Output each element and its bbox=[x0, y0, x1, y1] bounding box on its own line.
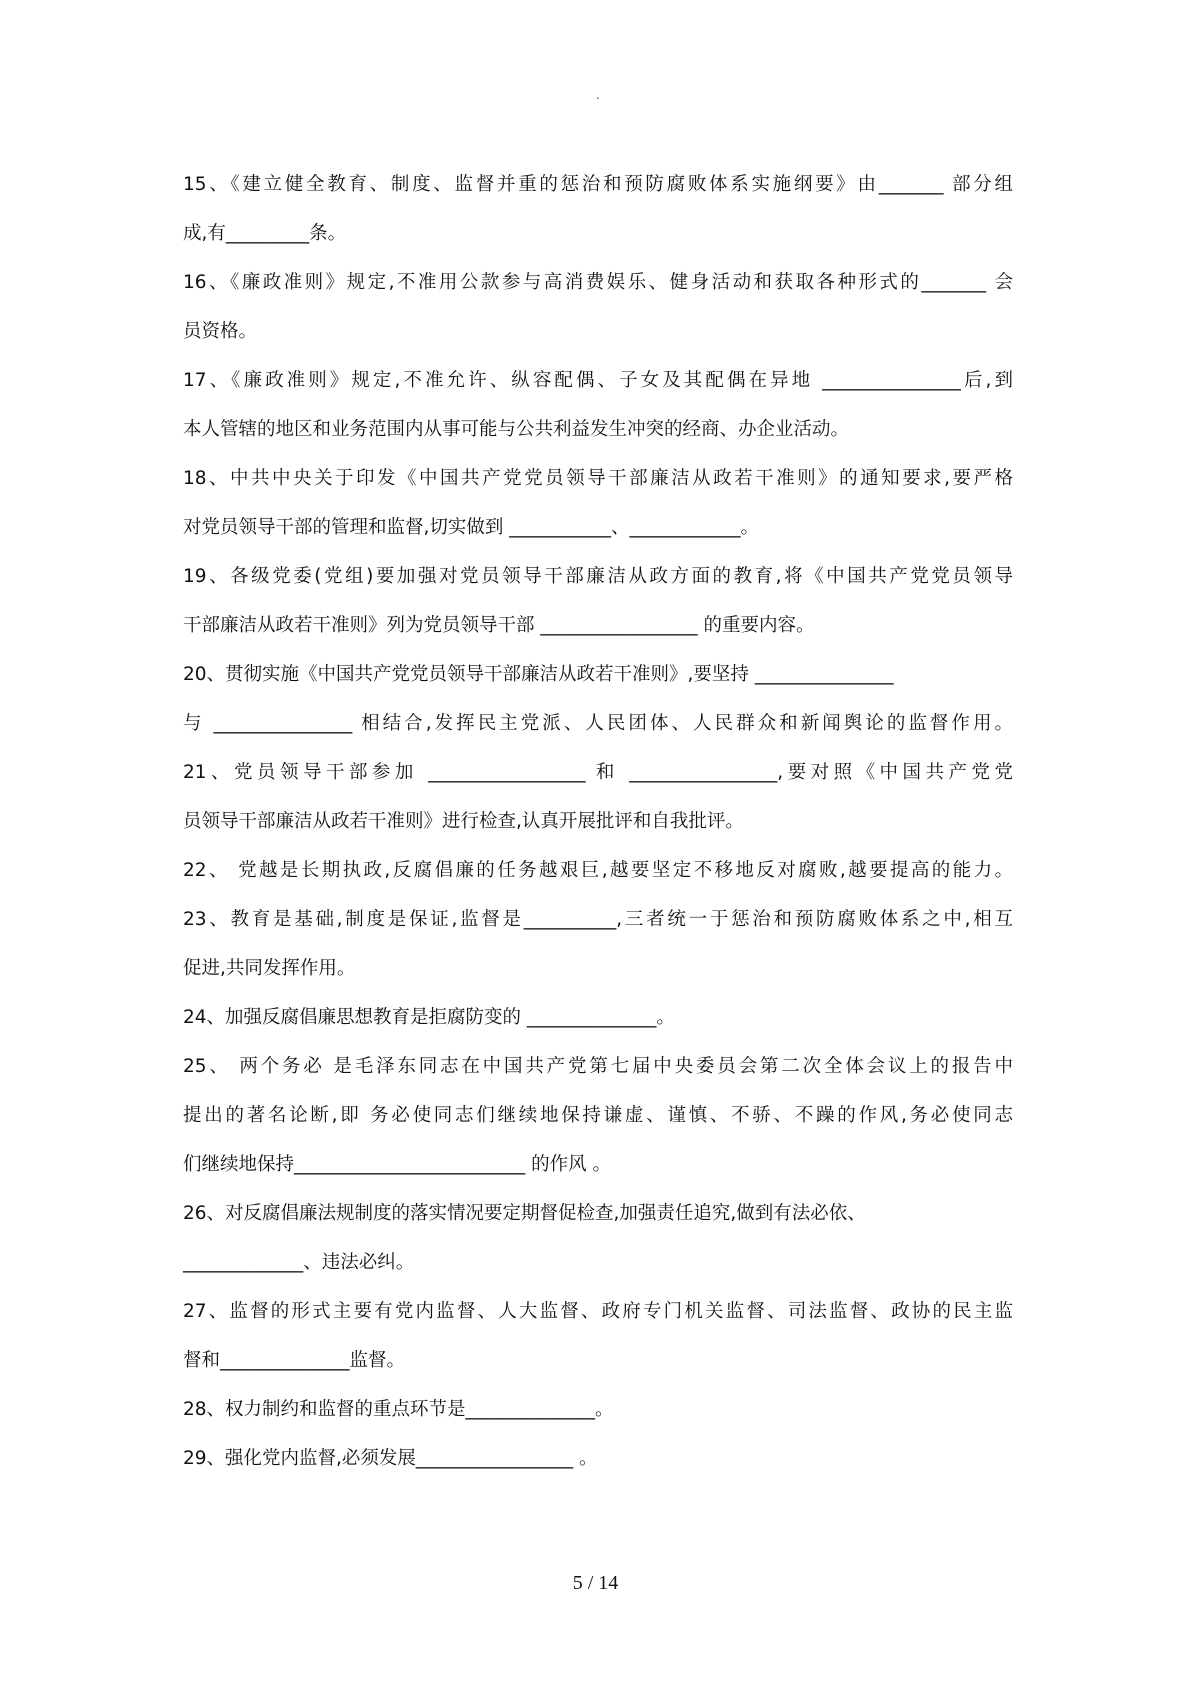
question-list bbox=[183, 160, 1013, 1483]
question-20 bbox=[183, 650, 1013, 748]
question-line: 24、加强反腐倡廉思想教育是拒腐防变的 ______________。 bbox=[183, 1007, 675, 1028]
question-line: 促进,共同发挥作用。 bbox=[183, 958, 356, 979]
question-line: 25、 两个务必 是毛泽东同志在中国共产党第七届中央委员会第二次全体会议上的报告中 bbox=[183, 1056, 1013, 1077]
question-line: 27、监督的形式主要有党内监督、人大监督、政府专门机关监督、司法监督、政协的民主监 bbox=[183, 1301, 1013, 1322]
question-line: 员领导干部廉洁从政若干准则》进行检查,认真开展批评和自我批评。 bbox=[183, 811, 744, 832]
question-line: 23、教育是基础,制度是保证,监督是__________,三者统一于惩治和预防腐败体系之中,相互 bbox=[183, 909, 1013, 930]
question-line: 21、党员领导干部参加 _________________ 和 ________________,要对照《中国共产党党 bbox=[183, 762, 1013, 783]
question-21 bbox=[183, 748, 1013, 846]
question-26 bbox=[183, 1189, 1013, 1287]
question-line: _____________、违法必纠。 bbox=[183, 1252, 415, 1273]
question-line: 提出的著名论断,即 务必使同志们继续地保持谦虚、谨慎、不骄、不躁的作风,务必使同志 bbox=[183, 1105, 1013, 1126]
question-17 bbox=[183, 356, 1013, 454]
question-line: 17、《廉政准则》规定,不准允许、纵容配偶、子女及其配偶在异地 _______________后,到 bbox=[183, 370, 1013, 391]
question-27 bbox=[183, 1287, 1013, 1385]
question-25 bbox=[183, 1042, 1013, 1189]
question-line: 员资格。 bbox=[183, 321, 258, 342]
question-23 bbox=[183, 895, 1013, 993]
question-line: 们继续地保持_________________________ 的作风 。 bbox=[183, 1154, 612, 1175]
question-line: 16、《廉政准则》规定,不准用公款参与高消费娱乐、健身活动和获取各种形式的_______ 会 bbox=[183, 272, 1013, 293]
question-line: 本人管辖的地区和业务范围内从事可能与公共利益发生冲突的经商、办企业活动。 bbox=[183, 419, 850, 440]
question-line: 22、 党越是长期执政,反腐倡廉的任务越艰巨,越要坚定不移地反对腐败,越要提高的能力。 bbox=[183, 860, 1013, 881]
question-line: 28、权力制约和监督的重点环节是______________。 bbox=[183, 1399, 614, 1420]
question-15 bbox=[183, 160, 1013, 258]
question-line: 成,有_________条。 bbox=[183, 223, 347, 244]
header-mark: . bbox=[596, 88, 600, 102]
question-29 bbox=[183, 1434, 1013, 1483]
question-22 bbox=[183, 846, 1013, 895]
question-line: 干部廉洁从政若干准则》列为党员领导干部 _________________ 的重要内容。 bbox=[183, 615, 815, 636]
question-line: 督和______________监督。 bbox=[183, 1350, 406, 1371]
page-indicator: 5 / 14 bbox=[572, 1572, 619, 1594]
question-line: 对党员领导干部的管理和监督,切实做到 ___________、____________。 bbox=[183, 517, 760, 538]
question-19 bbox=[183, 552, 1013, 650]
question-line: 与 _______________ 相结合,发挥民主党派、人民团体、人民群众和新闻舆论的监督作用。 bbox=[183, 713, 1013, 734]
question-line: 29、强化党内监督,必须发展_________________ 。 bbox=[183, 1448, 598, 1469]
question-28 bbox=[183, 1385, 1013, 1434]
question-line: 18、中共中央关于印发《中国共产党党员领导干部廉洁从政若干准则》的通知要求,要严格 bbox=[183, 468, 1013, 489]
question-line: 15、《建立健全教育、制度、监督并重的惩治和预防腐败体系实施纲要》由_______ 部分组 bbox=[183, 174, 1013, 195]
question-line: 19、各级党委(党组)要加强对党员领导干部廉洁从政方面的教育,将《中国共产党党员领导 bbox=[183, 566, 1013, 587]
question-line: 20、贯彻实施《中国共产党党员领导干部廉洁从政若干准则》,要坚持 _______________ bbox=[183, 664, 894, 685]
question-line: 26、对反腐倡廉法规制度的落实情况要定期督促检查,加强责任追究,做到有法必依、 bbox=[183, 1203, 866, 1224]
question-16 bbox=[183, 258, 1013, 356]
question-18 bbox=[183, 454, 1013, 552]
question-24 bbox=[183, 993, 1013, 1042]
